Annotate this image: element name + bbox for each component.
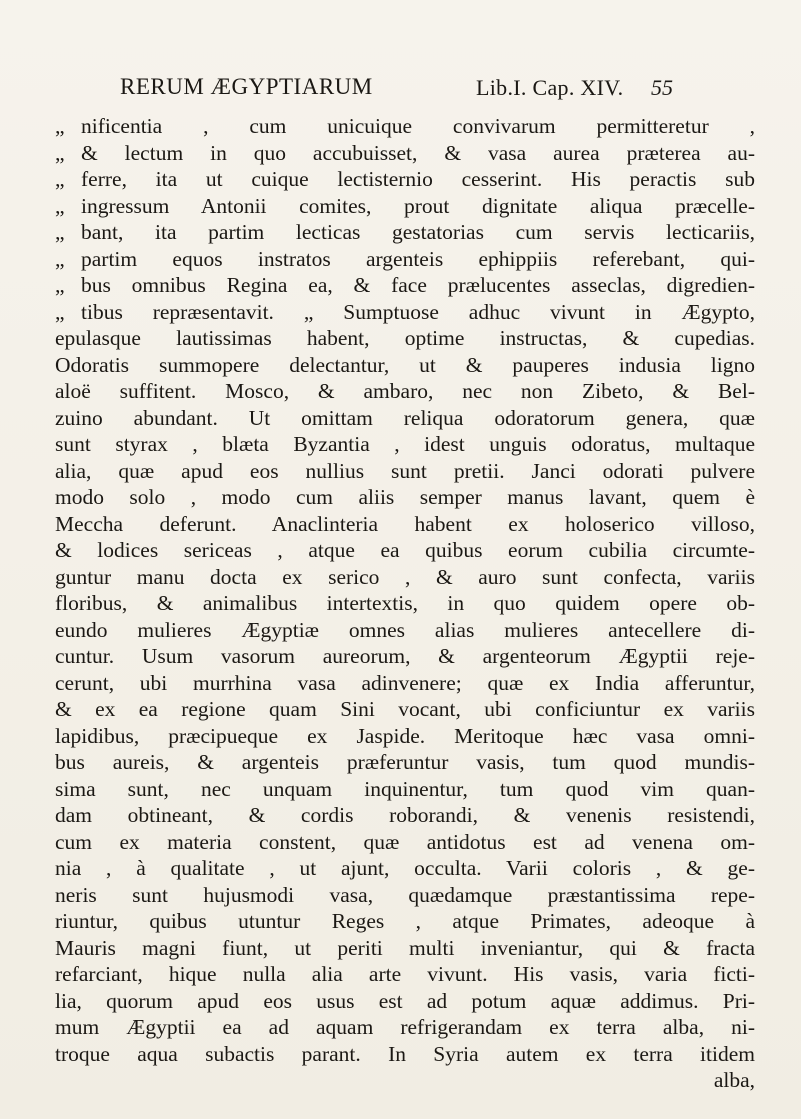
text-line	[55, 193, 755, 220]
catchword: alba,	[713, 1068, 755, 1092]
body-text	[55, 113, 755, 1094]
text-line	[55, 988, 755, 1015]
line-text: floribus, & animalibus intertextis, in quo quidem opere ob-	[55, 591, 755, 615]
line-text: Mauris magni fiunt, ut periti multi inveniantur, qui & fracta	[55, 935, 755, 960]
quotation-mark: „	[55, 140, 65, 165]
text-line	[55, 935, 755, 962]
line-text: zuino abundant. Ut omittam reliqua odoratorum genera, quæ	[55, 405, 755, 430]
text-line	[55, 829, 755, 856]
line-text: sima sunt, nec unquam inquinentur, tum quod vim quan-	[55, 776, 755, 801]
line-text: nia , à qualitate , ut ajunt, occulta. Varii coloris , & ge-	[55, 856, 755, 880]
text-line	[55, 590, 755, 617]
line-text: sunt styrax , blæta Byzantia , idest unguis odoratus, multaque	[55, 432, 755, 456]
line-text: bant, ita partim lecticas gestatorias cum servis lecticariis,	[81, 220, 755, 244]
text-line	[55, 325, 755, 352]
text-line	[55, 458, 755, 485]
text-line	[55, 537, 755, 564]
text-line	[55, 511, 755, 538]
text-line	[55, 961, 755, 988]
text-line	[55, 246, 755, 273]
line-text: tibus repræsentavit. „ Sumptuose adhuc vivunt in Ægypto,	[81, 299, 755, 324]
line-text: Meccha deferunt. Anaclinteria habent ex holoserico villoso,	[55, 511, 755, 536]
line-text: ferre, ita ut cuique lectisternio cesserint. His peractis sub	[81, 167, 755, 191]
quotation-mark: „	[55, 167, 65, 191]
text-line	[55, 113, 755, 140]
line-text: nificentia , cum unicuique convivarum permitteretur ,	[81, 114, 755, 138]
line-text: partim equos instratos argenteis ephippiis referebant, qui-	[81, 246, 755, 271]
line-text: guntur manu docta ex serico , & auro sunt confecta, variis	[55, 564, 755, 589]
line-text: bus omnibus Regina ea, & face prælucentes asseclas, digredien-	[81, 273, 755, 297]
text-line	[55, 166, 755, 193]
line-text: aloë suffitent. Mosco, & ambaro, nec non Zibeto, & Bel-	[55, 379, 755, 403]
text-line	[55, 484, 755, 511]
line-text: ingressum Antonii comites, prout dignitate aliqua præcelle-	[81, 193, 755, 218]
line-text: Odoratis summopere delectantur, ut & pauperes indusia ligno	[55, 352, 755, 377]
line-text: refarciant, hique nulla alia arte vivunt. His vasis, varia ficti-	[55, 962, 755, 986]
text-line	[55, 431, 755, 458]
line-text: dam obtineant, & cordis roborandi, & venenis resistendi,	[55, 803, 755, 827]
line-text: & lodices sericeas , atque ea quibus eorum cubilia circumte-	[55, 538, 755, 562]
text-line	[55, 299, 755, 326]
text-line	[55, 564, 755, 591]
quotation-mark: „	[55, 273, 65, 297]
line-text: modo solo , modo cum aliis semper manus lavant, quem è	[55, 485, 755, 509]
text-line	[55, 140, 755, 167]
text-line	[55, 802, 755, 829]
text-line	[55, 908, 755, 935]
text-line	[55, 352, 755, 379]
line-text: neris sunt hujusmodi vasa, quædamque præstantissima repe-	[55, 882, 755, 907]
quotation-mark: „	[55, 193, 65, 218]
text-line	[55, 617, 755, 644]
line-text: & ex ea regione quam Sini vocant, ubi conficiuntur ex variis	[55, 697, 755, 721]
page-number: 55	[651, 75, 673, 100]
line-text: & lectum in quo accubuisset, & vasa aurea præterea au-	[81, 140, 755, 165]
running-title: RERUM ÆGYPTIARUM	[120, 74, 373, 99]
quotation-mark: „	[55, 220, 65, 244]
text-line	[55, 219, 755, 246]
line-text: lapidibus, præcipueque ex Jaspide. Meritoque hæc vasa omni-	[55, 723, 755, 748]
book-chapter-reference: Lib.I. Cap. XIV.	[476, 75, 624, 100]
quotation-mark: „	[55, 114, 65, 138]
text-line	[55, 855, 755, 882]
line-text: eundo mulieres Ægyptiæ omnes alias mulieres antecellere di-	[55, 617, 755, 642]
line-text: lia, quorum apud eos usus est ad potum aquæ addimus. Pri-	[55, 988, 755, 1013]
text-line	[55, 749, 755, 776]
quotation-mark: „	[55, 299, 65, 324]
line-text: epulasque lautissimas habent, optime instructas, & cupedias.	[55, 326, 755, 350]
line-text: cerunt, ubi murrhina vasa adinvenere; quæ ex India afferuntur,	[55, 670, 755, 695]
text-line	[55, 272, 755, 299]
line-text: cum ex materia constent, quæ antidotus est ad venena om-	[55, 829, 755, 854]
running-header	[120, 74, 680, 108]
text-line	[55, 405, 755, 432]
line-text: mum Ægyptii ea ad aquam refrigerandam ex terra alba, ni-	[55, 1015, 755, 1039]
line-text: troque aqua subactis parant. In Syria autem ex terra itidem	[55, 1041, 755, 1066]
text-line	[55, 1041, 755, 1068]
line-text: riuntur, quibus utuntur Reges , atque Primates, adeoque à	[55, 909, 755, 933]
quotation-mark: „	[55, 246, 65, 271]
line-text: bus aureis, & argenteis præferuntur vasis, tum quod mundis-	[55, 750, 755, 774]
text-line	[55, 670, 755, 697]
text-line	[55, 723, 755, 750]
text-line	[55, 882, 755, 909]
line-text: cuntur. Usum vasorum aureorum, & argenteorum Ægyptii reje-	[55, 644, 755, 668]
text-line	[55, 643, 755, 670]
line-text: alia, quæ apud eos nullius sunt pretii. Janci odorati pulvere	[55, 458, 755, 483]
text-line	[55, 776, 755, 803]
text-line	[55, 1014, 755, 1041]
text-line	[55, 696, 755, 723]
text-line	[55, 378, 755, 405]
